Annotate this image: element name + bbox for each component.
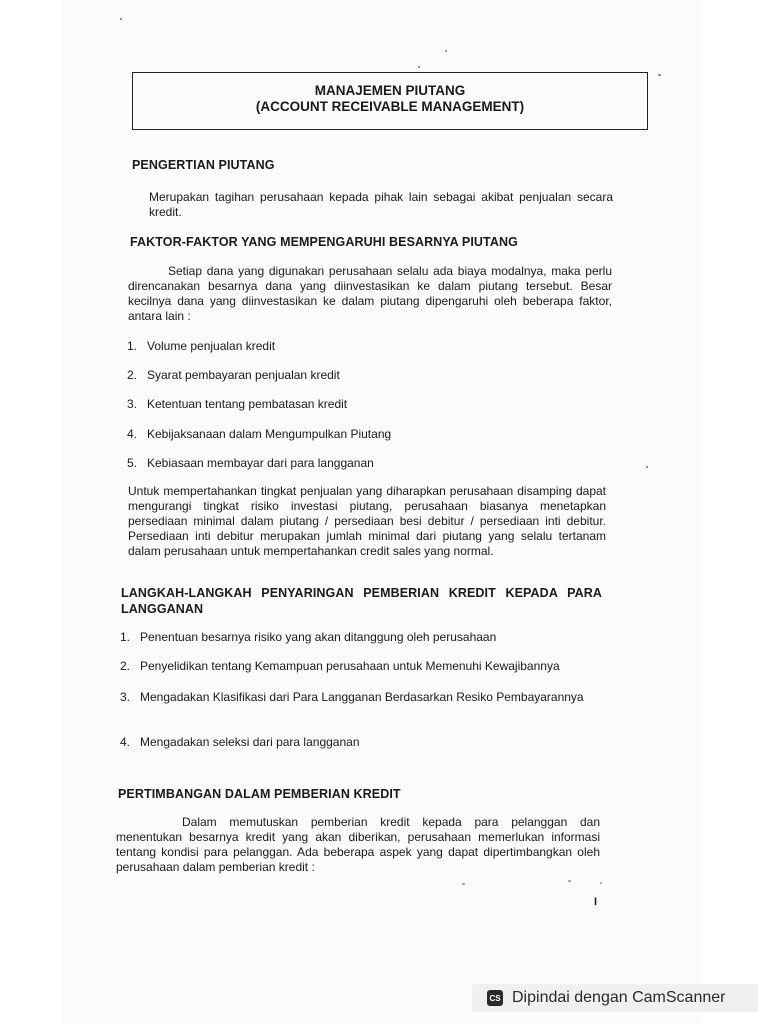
scan-speck (462, 883, 465, 885)
section-heading-langkah: LANGKAH-LANGKAH PENYARINGAN PEMBERIAN KREDIT KEPADA PARA LANGGANAN (121, 586, 602, 616)
list-item-text: Syarat pembayaran penjualan kredit (147, 368, 340, 382)
list-item-text: Ketentuan tentang pembatasan kredit (147, 397, 348, 411)
scan-speck (658, 74, 661, 76)
list-item (127, 368, 607, 382)
list-item-text: Kebiasaan membayar dari para langganan (147, 456, 374, 470)
document-subtitle: (ACCOUNT RECEIVABLE MANAGEMENT) (255, 99, 525, 114)
camscanner-icon: CS (487, 990, 503, 1006)
list-item (127, 456, 607, 470)
list-item (120, 735, 602, 749)
section-heading-faktor: FAKTOR-FAKTOR YANG MEMPENGARUHI BESARNYA PIUTANG (130, 235, 518, 249)
list-item-number: 5. (127, 456, 138, 470)
list-item-number: 1. (127, 339, 138, 353)
list-item (127, 397, 607, 411)
section-heading-pertimbangan: PERTIMBANGAN DALAM PEMBERIAN KREDIT (118, 787, 401, 801)
list-item-text: Kebijaksanaan dalam Mengumpulkan Piutang (147, 427, 392, 441)
list-item-number: 4. (127, 427, 138, 441)
list-item (127, 427, 607, 441)
list-item-text: Mengadakan seleksi dari para langganan (140, 735, 360, 749)
list-item-number: 2. (127, 368, 138, 382)
section-closing-faktor: Untuk mempertahankan tingkat penjualan yang diharapkan perusahaan disamping dapat mengurangi tingkat risiko investasi piutang, perusahaan biasanya menetapkan persediaan minimal dalam piutang / persediaan besi debitur / persediaan inti debitur. Persediaan inti debitur merupakan jumlah minimal dari piutang yang selalu tertanam dalam perusahaan untuk mempertahankan credit sales yang normal. (128, 484, 606, 558)
scan-speck (600, 882, 602, 884)
camscanner-text: Dipindai dengan CamScanner (512, 989, 726, 1006)
list-item-text: Mengadakan Klasifikasi dari Para Langganan Berdasarkan Resiko Pembayarannya (140, 690, 584, 704)
section-heading-pengertian: PENGERTIAN PIUTANG (132, 158, 275, 172)
list-item (120, 659, 602, 673)
list-item-text: Penyelidikan tentang Kemampuan perusahaan untuk Memenuhi Kewajibannya (140, 659, 560, 673)
scan-speck (418, 66, 420, 68)
camscanner-watermark (472, 984, 758, 1012)
page-mark: I (594, 896, 598, 908)
section-intro-faktor: Setiap dana yang digunakan perusahaan selalu ada biaya modalnya, maka perlu direncanakan besarnya dana yang diinvestasikan ke dalam piutang tersebut. Besar kecilnya dana yang diinvestasikan ke dalam piutang dipengaruhi oleh beberapa faktor, antara lain : (128, 264, 612, 323)
scan-speck (568, 880, 571, 882)
list-item-number: 3. (120, 690, 131, 704)
list-item-number: 3. (127, 397, 138, 411)
list-item-text: Volume penjualan kredit (147, 339, 276, 353)
list-item-number: 1. (120, 630, 131, 644)
scan-speck (445, 50, 447, 52)
list-item (120, 630, 602, 644)
scan-speck (120, 18, 122, 20)
list-item-number: 2. (120, 659, 131, 673)
scan-speck (646, 466, 648, 468)
list-item (120, 689, 602, 705)
list-item-number: 4. (120, 735, 131, 749)
title-box (132, 72, 648, 130)
section-paragraph-pertimbangan: Dalam memutuskan pemberian kredit kepada para pelanggan dan menentukan besarnya kredit yang akan diberikan, perusahaan memerlukan informasi tentang kondisi para pelanggan. Ada beberapa aspek yang dapat dipertimbangkan oleh perusahaan dalam pemberian kredit : (116, 815, 600, 874)
document-title: MANAJEMEN PIUTANG (314, 83, 466, 98)
list-item (127, 339, 607, 353)
section-paragraph-pengertian: Merupakan tagihan perusahaan kepada pihak lain sebagai akibat penjualan secara kredit. (149, 190, 613, 219)
list-item-text: Penentuan besarnya risiko yang akan ditanggung oleh perusahaan (140, 630, 497, 644)
